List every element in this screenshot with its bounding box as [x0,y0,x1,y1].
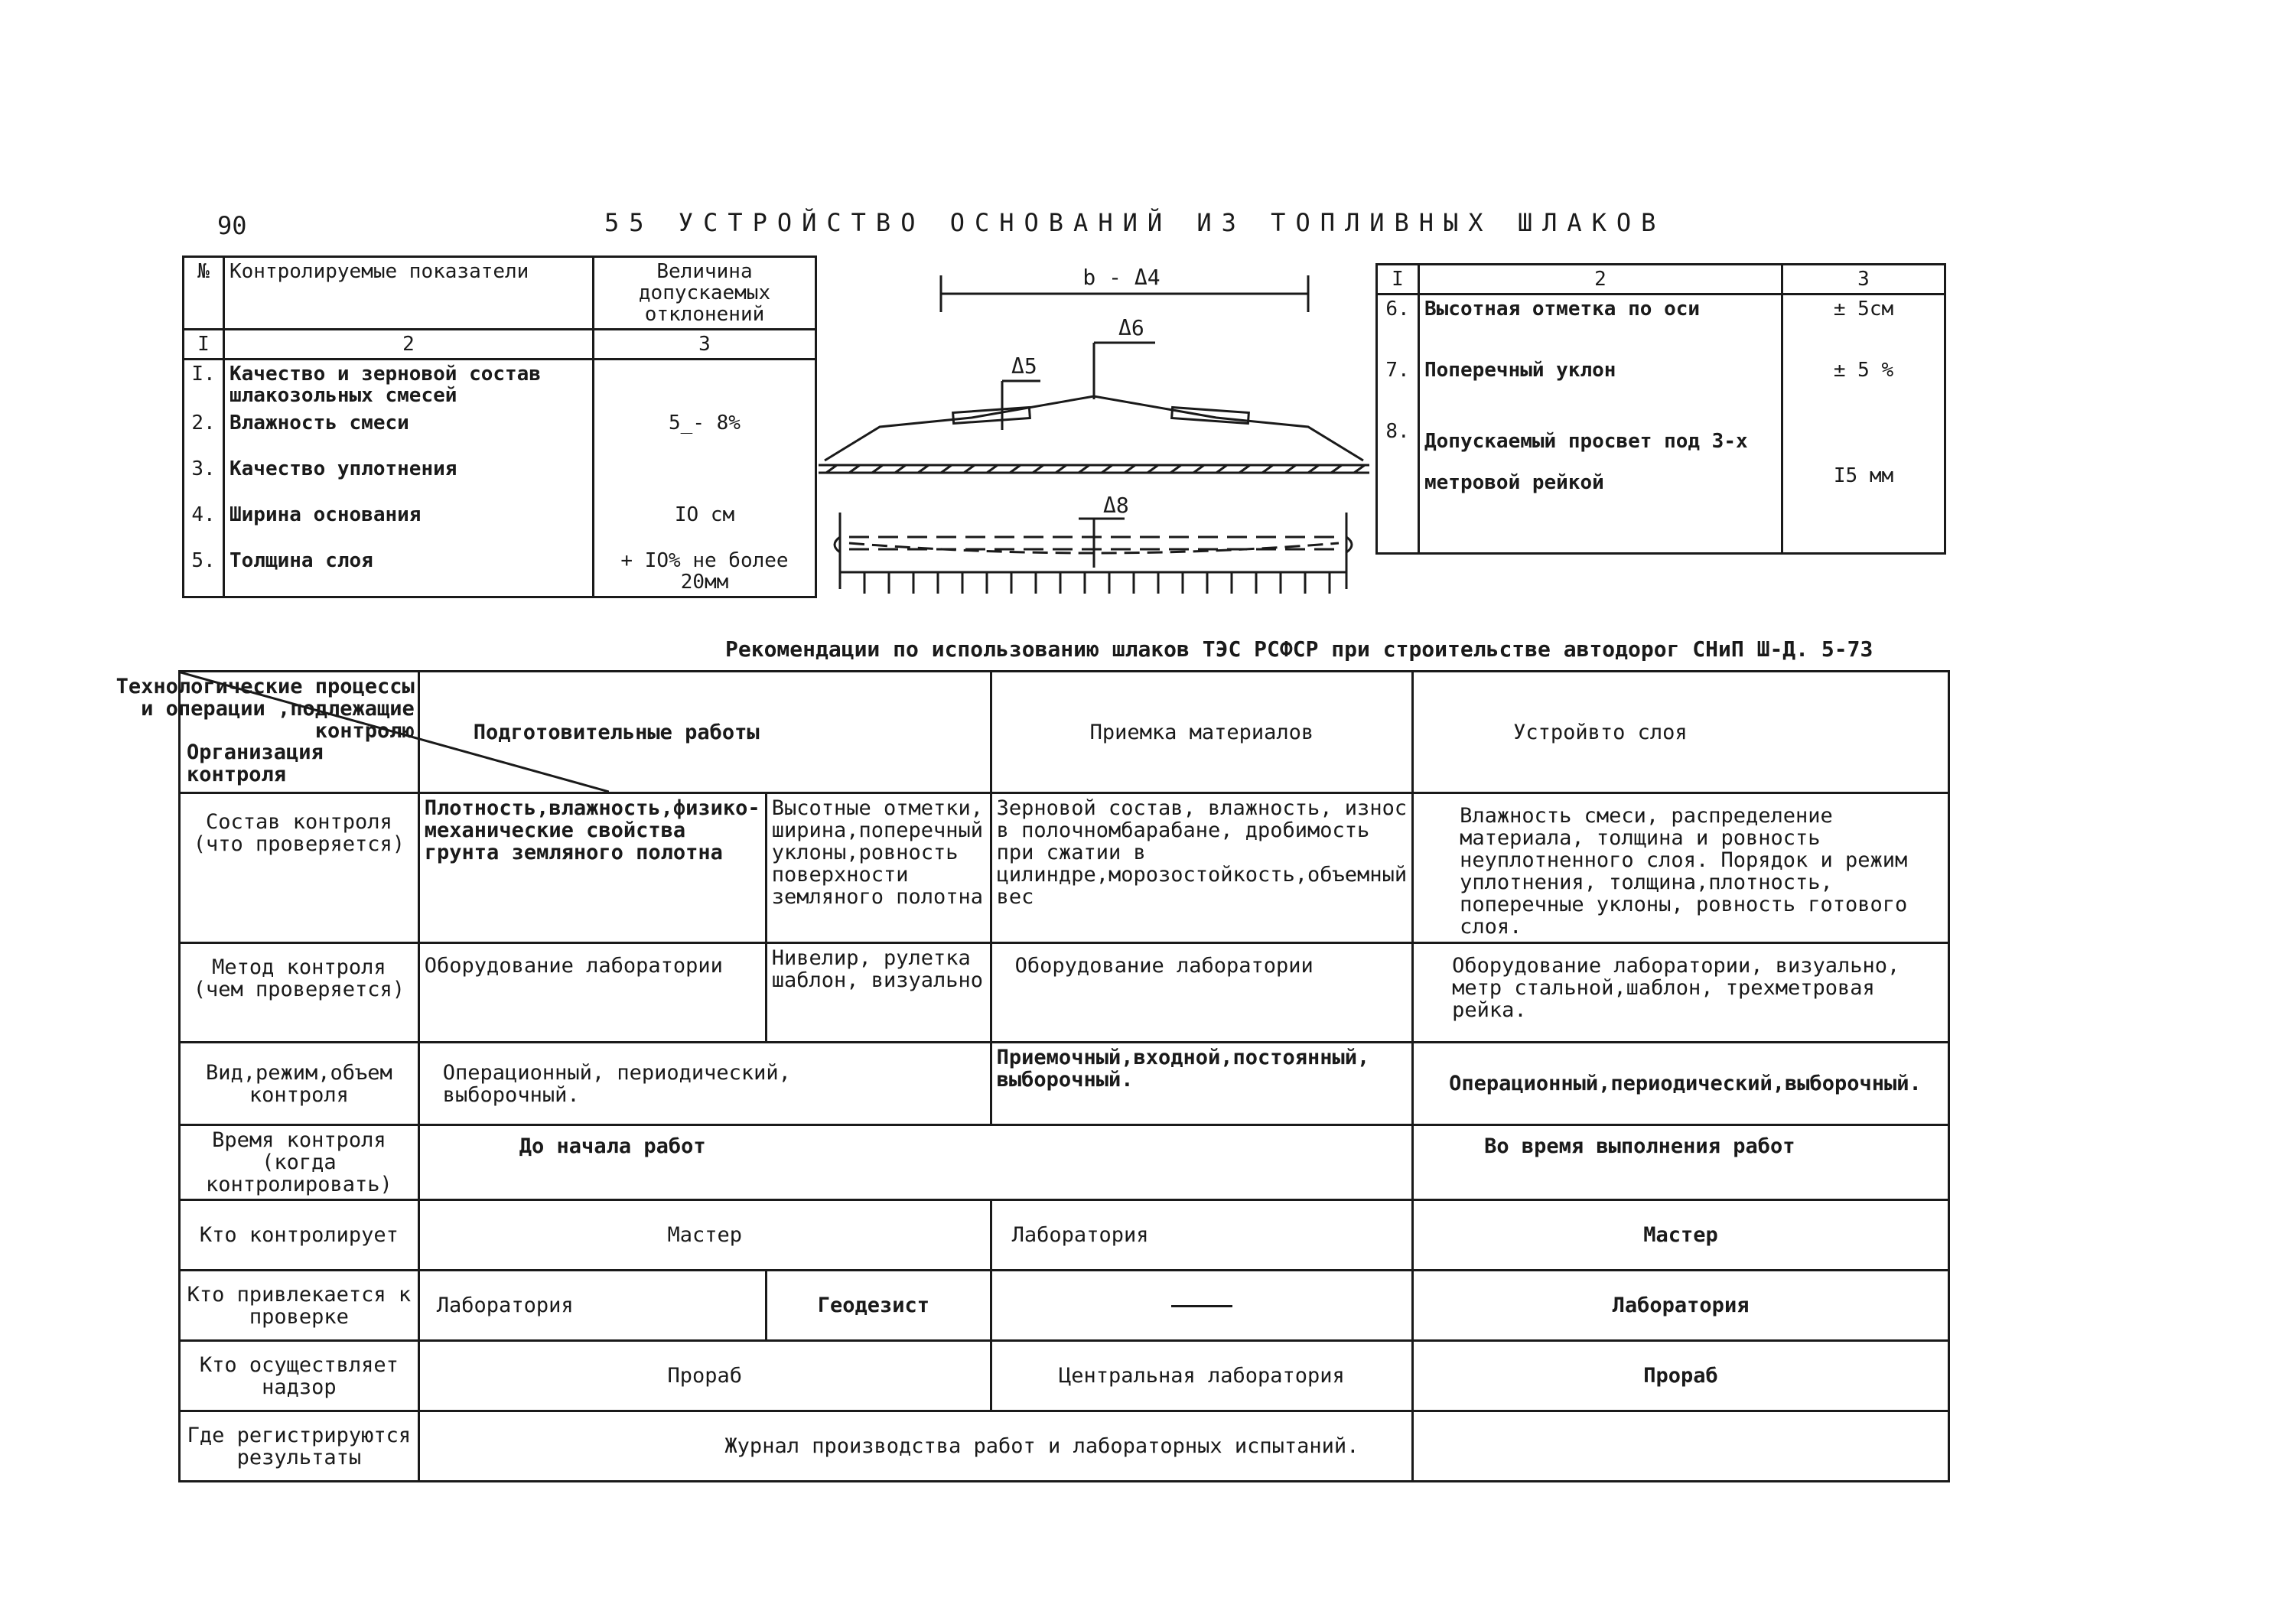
table-row [184,409,816,455]
row-deviation: IO см [594,501,816,547]
table-row [180,943,1949,1043]
empty-cell [1413,1411,1949,1482]
cell: Высотные отметки, ширина,поперечный уклоны,ровность поверхности земляного полотна [766,793,991,943]
table-row [180,1125,1949,1200]
delta5-label: Δ5 [1011,353,1037,379]
row-number: 7. [1377,356,1419,418]
row-deviation: 5_- 8% [594,409,816,455]
right-tolerance-table [1375,263,1946,555]
column-number-row [184,330,816,360]
table-row [1377,356,1945,418]
row-number: 6. [1377,295,1419,357]
header-processes: Технологические процессы и операции ,подлежащие контролю [116,675,415,743]
row-deviation [594,455,816,501]
page-number: 90 [217,211,247,240]
width-label: b - Δ4 [1082,265,1161,290]
table-row [180,1271,1949,1341]
cell: Операционный, периодический, выборочный. [418,1043,991,1125]
table-row [184,501,816,547]
cell: Плотность,влажность,физико-механические свойства грунта земляного полотна [418,793,766,943]
row-indicator: Качество и зерновой состав шлакозольных смесей [224,360,594,410]
row-indicator: Влажность смеси [224,409,594,455]
delta6-label: Δ6 [1118,315,1144,340]
row-label: Время контроля (когда контролировать) [180,1125,419,1200]
delta8-label: Δ8 [1103,493,1129,518]
col-num-1: I [184,330,224,360]
table-row [184,455,816,501]
col-deviation-header: Величина допускаемых отклонений [594,257,816,330]
row-indicator: Допускаемый просвет под 3-х метровой рейкой [1419,418,1782,554]
page-title: 55 УСТРОЙСТВО ОСНОВАНИЙ ИЗ ТОПЛИВНЫХ ШЛАКОВ [604,208,1666,237]
row-indicator: Толщина слоя [224,547,594,597]
cell: Журнал производства работ и лабораторных испытаний. [418,1411,1412,1482]
col-indicators-header: Контролируемые показатели [224,257,594,330]
cell: До начала работ [418,1125,1412,1200]
cell: Геодезист [766,1271,991,1341]
cell: Во время выполнения работ [1413,1125,1949,1200]
row-deviation [594,360,816,410]
table-row [1377,295,1945,357]
cell: Лаборатория [418,1271,766,1341]
road-cross-section-diagram [819,260,1369,627]
row-label: Метод контроля (чем проверяется) [180,943,419,1043]
col-num-2: 2 [1419,265,1782,295]
table-row [180,1200,1949,1271]
table-row [180,1341,1949,1411]
column-number-row [1377,265,1945,295]
row-label: Состав контроля (что проверяется) [180,793,419,943]
col-num-2: 2 [224,330,594,360]
row-deviation: + IO% не более 20мм [594,547,816,597]
row-label: Вид,режим,объем контроля [180,1043,419,1125]
row-label: Кто осуществляет надзор [180,1341,419,1411]
row-number: 2. [184,409,224,455]
row-number: I. [184,360,224,410]
row-indicator: Качество уплотнения [224,455,594,501]
table-row [180,1411,1949,1482]
table-row [180,793,1949,943]
table-row [184,360,816,410]
cell: Оборудование лаборатории [418,943,766,1043]
col-num-1: I [1377,265,1419,295]
cell: Прораб [1413,1341,1949,1411]
cell: Нивелир, рулетка шаблон, визуально [766,943,991,1043]
col-num-3: 3 [1782,265,1945,295]
table-header-row [180,672,1949,793]
cell: Оборудование лаборатории, визуально, метр стальной,шаблон, трехметровая рейка. [1413,943,1949,1043]
cell: Приемочный,входной,постоянный, выборочный. [991,1043,1412,1125]
empty-dash-cell [991,1271,1412,1341]
row-number: 4. [184,501,224,547]
cell: Мастер [418,1200,991,1271]
cell: Зерновой состав, влажность, износ в полочномбарабане, дробимость при сжатии в цилиндре,морозостойкость,объемный вес [991,793,1412,943]
row-label: Кто контролирует [180,1200,419,1271]
dash-mark [1171,1305,1232,1307]
cell: Мастер [1413,1200,1949,1271]
cell: Центральная лаборатория [991,1341,1412,1411]
table-row [184,547,816,597]
cell: Оборудование лаборатории [991,943,1412,1043]
left-tolerance-table [182,255,817,598]
col-no-header: № [184,257,224,330]
table-row [180,1043,1949,1125]
row-number: 5. [184,547,224,597]
cell: Лаборатория [991,1200,1412,1271]
row-deviation: I5 мм [1782,418,1945,554]
row-indicator: Поперечный уклон [1419,356,1782,418]
row-number: 3. [184,455,224,501]
row-label: Где регистрируются результаты [180,1411,419,1482]
base-profile [825,396,1363,461]
cell: Влажность смеси, распределение материала, толщина и ровность неуплотненного слоя. Порядок и режим уплотнения, толщина,плотность, поперечные уклоны, ровность готового слоя. [1413,793,1949,943]
control-organization-table [116,670,1950,1482]
table-header-row [184,257,816,330]
cell: Операционный,периодический,выборочный. [1413,1043,1949,1125]
cell: Лаборатория [1413,1271,1949,1341]
col-accept-header: Приемка материалов [991,672,1412,793]
row-label: Кто привлекается к проверке [180,1271,419,1341]
col-num-3: 3 [594,330,816,360]
cell: Прораб [418,1341,991,1411]
row-number: 8. [1377,418,1419,554]
header-organization: Организация контроля [187,740,324,786]
col-prep-header: Подготовительные работы [418,672,991,793]
col-layer-header: Устройвто слоя [1413,672,1949,793]
row-indicator: Высотная отметка по оси [1419,295,1782,357]
section-subtitle: Рекомендации по использованию шлаков ТЭС РСФСР при строительстве автодорог СНиП Ш-Д. 5-73 [725,636,1873,662]
row-deviation: ± 5 % [1782,356,1945,418]
row-deviation: ± 5см [1782,295,1945,357]
diagonal-header-cell [116,672,419,793]
table-row [1377,418,1945,554]
row-indicator: Ширина основания [224,501,594,547]
